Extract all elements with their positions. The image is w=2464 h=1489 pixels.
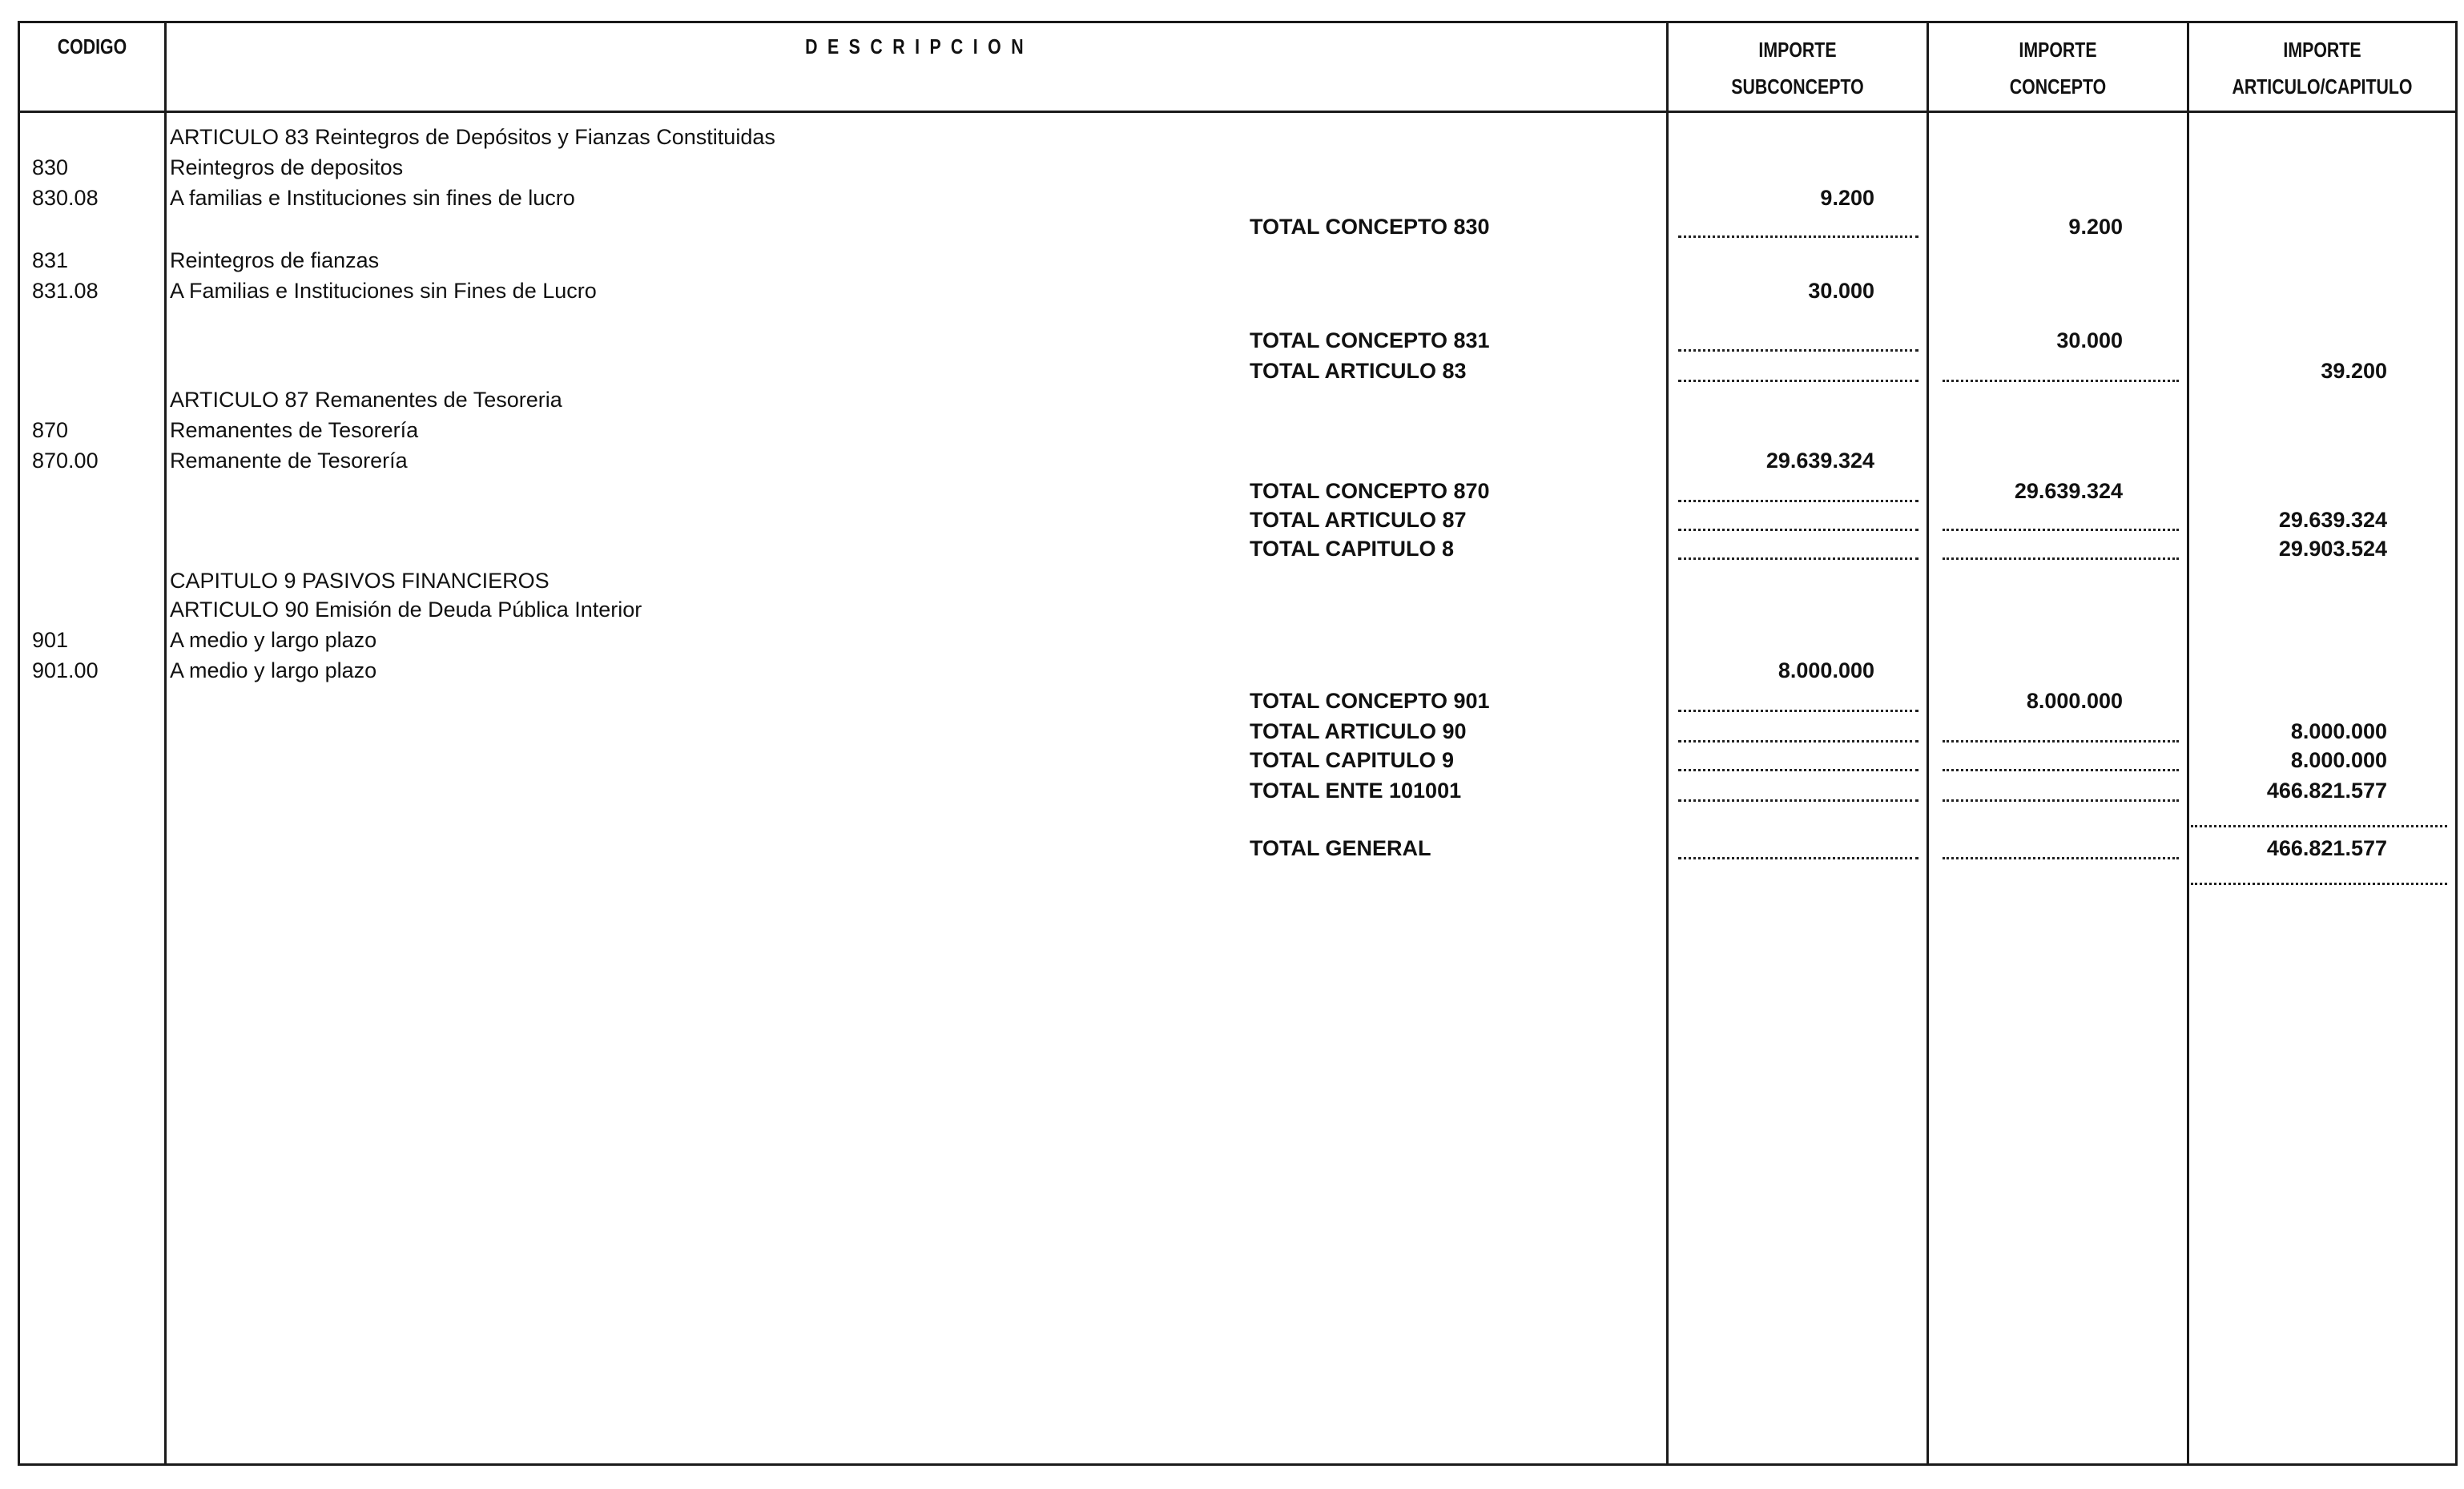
amount-subconcepto: 8.000.000	[1778, 658, 1874, 682]
row-code: 901	[32, 628, 69, 652]
amount-articulo-capitulo: 8.000.000	[2290, 719, 2387, 743]
total-label: TOTAL ARTICULO 87	[1250, 508, 1467, 532]
amount-articulo-capitulo: 466.821.577	[2266, 836, 2387, 860]
amount-articulo-capitulo: 29.639.324	[2278, 508, 2387, 532]
column-divider	[1927, 21, 1929, 1466]
dotted-leader	[1943, 557, 2179, 560]
dotted-leader	[1678, 529, 1918, 531]
row-description: A Familias e Instituciones sin Fines de Lucro	[170, 279, 597, 303]
dotted-leader	[1678, 857, 1918, 859]
row-code: 901.00	[32, 658, 99, 682]
dotted-leader	[1943, 380, 2179, 382]
column-divider	[164, 21, 167, 1466]
row-description: Reintegros de depositos	[170, 155, 404, 179]
dotted-leader	[1943, 799, 2179, 802]
total-label: TOTAL CONCEPTO 870	[1250, 479, 1490, 503]
row-description: CAPITULO 9 PASIVOS FINANCIEROS	[170, 569, 550, 593]
header-col2-line1: IMPORTE	[2019, 38, 2097, 62]
row-description: ARTICULO 87 Remanentes de Tesoreria	[170, 388, 562, 412]
amount-concepto: 8.000.000	[2026, 689, 2123, 713]
amount-subconcepto: 29.639.324	[1765, 449, 1874, 473]
column-divider	[1666, 21, 1669, 1466]
dotted-leader	[1678, 380, 1918, 382]
amount-articulo-capitulo: 466.821.577	[2266, 779, 2387, 803]
dotted-leader	[1678, 235, 1918, 238]
row-description: ARTICULO 83 Reintegros de Depósitos y Fianzas Constituidas	[170, 125, 775, 149]
row-code: 830.08	[32, 186, 99, 210]
amount-subconcepto: 9.200	[1820, 186, 1874, 210]
row-code: 831	[32, 248, 69, 272]
amount-concepto: 9.200	[2068, 215, 2123, 239]
header-codigo: CODIGO	[57, 34, 127, 58]
row-code: 870.00	[32, 449, 99, 473]
total-label: TOTAL CAPITULO 9	[1250, 748, 1455, 772]
row-description: ARTICULO 90 Emisión de Deuda Pública Interior	[170, 598, 642, 622]
total-label: TOTAL ARTICULO 90	[1250, 719, 1467, 743]
row-description: A medio y largo plazo	[170, 658, 377, 682]
dotted-leader	[1678, 769, 1918, 771]
row-description: Remanente de Tesorería	[170, 449, 408, 473]
header-divider	[18, 111, 2458, 113]
dotted-leader	[1678, 710, 1918, 712]
row-description: Remanentes de Tesorería	[170, 418, 419, 442]
dotted-leader	[1943, 529, 2179, 531]
dotted-leader	[1678, 557, 1918, 560]
dotted-leader	[2191, 825, 2447, 827]
dotted-leader	[2191, 883, 2447, 885]
dotted-leader	[1943, 769, 2179, 771]
row-code: 870	[32, 418, 69, 442]
header-col3-line2: ARTICULO/CAPITULO	[2232, 74, 2413, 99]
row-code: 830	[32, 155, 69, 179]
header-col3-line1: IMPORTE	[2283, 38, 2361, 62]
dotted-leader	[1678, 349, 1918, 352]
row-description: Reintegros de fianzas	[170, 248, 380, 272]
total-label: TOTAL CONCEPTO 830	[1250, 215, 1490, 239]
column-divider	[2187, 21, 2189, 1466]
amount-concepto: 30.000	[2056, 328, 2123, 352]
total-label: TOTAL ARTICULO 83	[1250, 359, 1467, 383]
total-label: TOTAL CONCEPTO 831	[1250, 328, 1490, 352]
amount-subconcepto: 30.000	[1808, 279, 1874, 303]
total-label: TOTAL CAPITULO 8	[1250, 537, 1455, 561]
dotted-leader	[1678, 500, 1918, 502]
dotted-leader	[1678, 799, 1918, 802]
header-col1-line2: SUBCONCEPTO	[1731, 74, 1864, 99]
amount-concepto: 29.639.324	[2014, 479, 2123, 503]
header-col2-line2: CONCEPTO	[2009, 74, 2107, 99]
row-code: 831.08	[32, 279, 99, 303]
dotted-leader	[1678, 740, 1918, 742]
row-description: A medio y largo plazo	[170, 628, 377, 652]
total-label: TOTAL CONCEPTO 901	[1250, 689, 1490, 713]
amount-articulo-capitulo: 8.000.000	[2290, 748, 2387, 772]
header-descripcion: D E S C R I P C I O N	[805, 34, 1026, 58]
header-col1-line1: IMPORTE	[1758, 38, 1837, 62]
dotted-leader	[1943, 857, 2179, 859]
amount-articulo-capitulo: 29.903.524	[2278, 537, 2387, 561]
dotted-leader	[1943, 740, 2179, 742]
total-label: TOTAL ENTE 101001	[1250, 779, 1462, 803]
row-description: A familias e Instituciones sin fines de lucro	[170, 186, 575, 210]
amount-articulo-capitulo: 39.200	[2321, 359, 2387, 383]
total-label: TOTAL GENERAL	[1250, 836, 1431, 860]
